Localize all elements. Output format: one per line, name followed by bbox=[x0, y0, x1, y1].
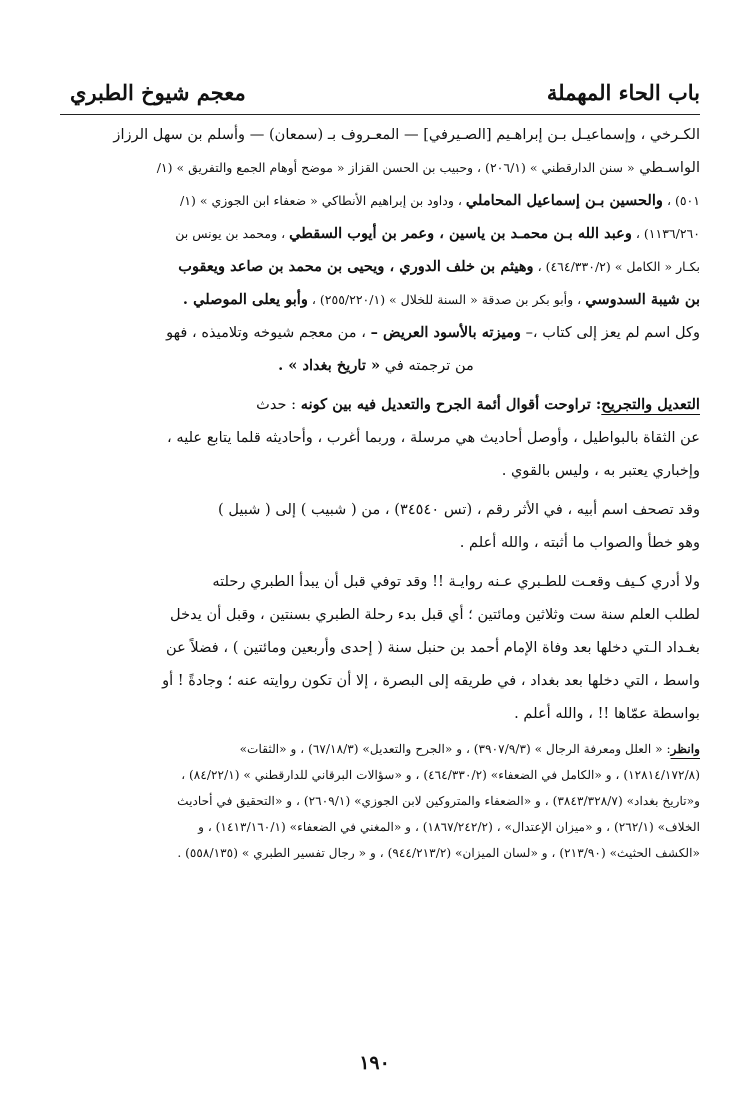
text-line: الكـرخي ، وإسماعيـل بـن إبراهـيم [الصـيرفي] — المعـروف بـ (سمعان) — وأسلم بن سهل الرزاز bbox=[113, 126, 700, 143]
narration-section bbox=[52, 565, 700, 730]
jarh-section bbox=[52, 388, 700, 487]
references-label: وانظر bbox=[670, 742, 700, 756]
text-line: بواسطة عمّاها !! ، والله أعلم . bbox=[514, 705, 700, 722]
text-line: وهو خطأ والصواب ما أثبته ، والله أعلم . bbox=[459, 534, 700, 551]
page-header bbox=[60, 62, 700, 112]
text-line: بن شيبة السدوسي ، وأبو بكر بن صدقة « السنة للخلال » (٢٥٥/٢٢٠/١) ، وأبو يعلى الموصلي . bbox=[182, 291, 700, 308]
text-line: واسط ، التي دخلها بعد بغداد ، في طريقه إلى البصرة ، إلا أن تكون روايته عنه ؛ وجادةً ! أو bbox=[162, 672, 700, 689]
page-body bbox=[52, 118, 700, 866]
reference-line: وانظر: « العلل ومعرفة الرجال » (٣٩٠٧/٩/٣) ، و «الجرح والتعديل» (٦٧/١٨/٣) ، و «الثقات» bbox=[239, 742, 700, 756]
references-block bbox=[52, 736, 700, 866]
text-line: من ترجمته في « تاريخ بغداد » . bbox=[278, 357, 474, 374]
book-title: معجم شيوخ الطبري bbox=[70, 80, 246, 105]
reference-line: و«تاريخ بغداد» (٣٨٤٣/٣٢٨/٧) ، و «الضعفاء والمتروكين لابن الجوزي» (٢٦٠٩/١) ، و «التحقيق في أحاديث bbox=[177, 794, 700, 808]
header-divider bbox=[60, 114, 700, 115]
text-line: بكـار « الكامل » (٤٦٤/٣٣٠/٢) ، وهيثم بن خلف الدوري ، ويحيى بن محمد بن صاعد ويعقوب bbox=[178, 258, 700, 275]
text-line: التعديل والتجريح: تراوحت أقوال أئمة الجرح والتعديل فيه بين كونه : حدث bbox=[256, 396, 700, 413]
text-line: وكل اسم لم يعز إلى كتاب ،– وميزته بالأسود العريض – ، من معجم شيوخه وتلاميذه ، فهو bbox=[166, 324, 700, 341]
text-line: وإخباري يعتبر به ، وليس بالقوي . bbox=[501, 462, 700, 479]
section-heading: التعديل والتجريح bbox=[601, 396, 700, 413]
text-line: عن الثقاة بالبواطيل ، وأوصل أحاديث هي مرسلة ، وربما أغرب ، وأحاديثه قلما يتابع عليه ، bbox=[167, 429, 700, 446]
reference-line: (١٢٨١٤/١٧٢/٨) ، و «الكامل في الضعفاء» (٤٦٤/٣٣٠/٢) ، و «سؤالات البرقاني للدارقطني » (٨٤/٢٢/١) ، bbox=[181, 768, 700, 782]
text-line: لطلب العلم سنة ست وثلاثين ومائتين ؛ أي قبل بدء رحلة الطبري بسنتين ، وقبل أن يدخل bbox=[170, 606, 700, 623]
chapter-heading: باب الحاء المهملة bbox=[546, 80, 700, 105]
method-note bbox=[52, 316, 700, 382]
reference-line: «الكشف الحثيث» (٢١٣/٩٠) ، و «لسان الميزان» (٩٤٤/٢١٣/٢) ، و « رجال تفسير الطبري » (٥٥٨/١٣٥) . bbox=[177, 846, 700, 860]
text-line: بغـداد الـتي دخلها بعد وفاة الإمام أحمد بن حنبل سنة ( إحدى وأربعين ومائتين ) ، فضلاً عن bbox=[165, 639, 700, 656]
text-line: وقد تصحف اسم أبيه ، في الأثر رقم ، (تس ٣٤٥٤٠) ، من ( شبيب ) إلى ( شبيل ) bbox=[218, 501, 700, 518]
text-line: ولا أدري كـيف وقعـت للطـبري عـنه روايـة !! وقد توفي قبل أن يبدأ الطبري رحلته bbox=[212, 573, 700, 590]
text-line: ١١٣٦/٢٦٠) ، وعبد الله بـن محمـد بن ياسين ، وعمر بن أيوب السقطي ، ومحمد بن يونس بن bbox=[175, 225, 700, 242]
text-line: الواسـطي « سنن الدارقطني » (٢٠٦/١) ، وحبيب بن الحسن القزاز « موضح أوهام الجمع والتفريق » (١/ bbox=[156, 159, 700, 176]
text-line: ٥٠١) ، والحسين بـن إسماعيل المحاملي ، وداود بن إبراهيم الأنطاكي « ضعفاء ابن الجوزي » (١/ bbox=[180, 192, 700, 209]
page-number: ١٩٠ bbox=[359, 1052, 390, 1074]
reference-line: الخلاف» (٢٦٢/١) ، و «ميزان الإعتدال» ، (١٨٦٧/٢٤٢/٢) ، و «المغني في الضعفاء» (١٤١٣/١٦٠/١) ، و bbox=[198, 820, 700, 834]
sources-paragraph bbox=[52, 118, 700, 316]
tashif-section bbox=[52, 493, 700, 559]
